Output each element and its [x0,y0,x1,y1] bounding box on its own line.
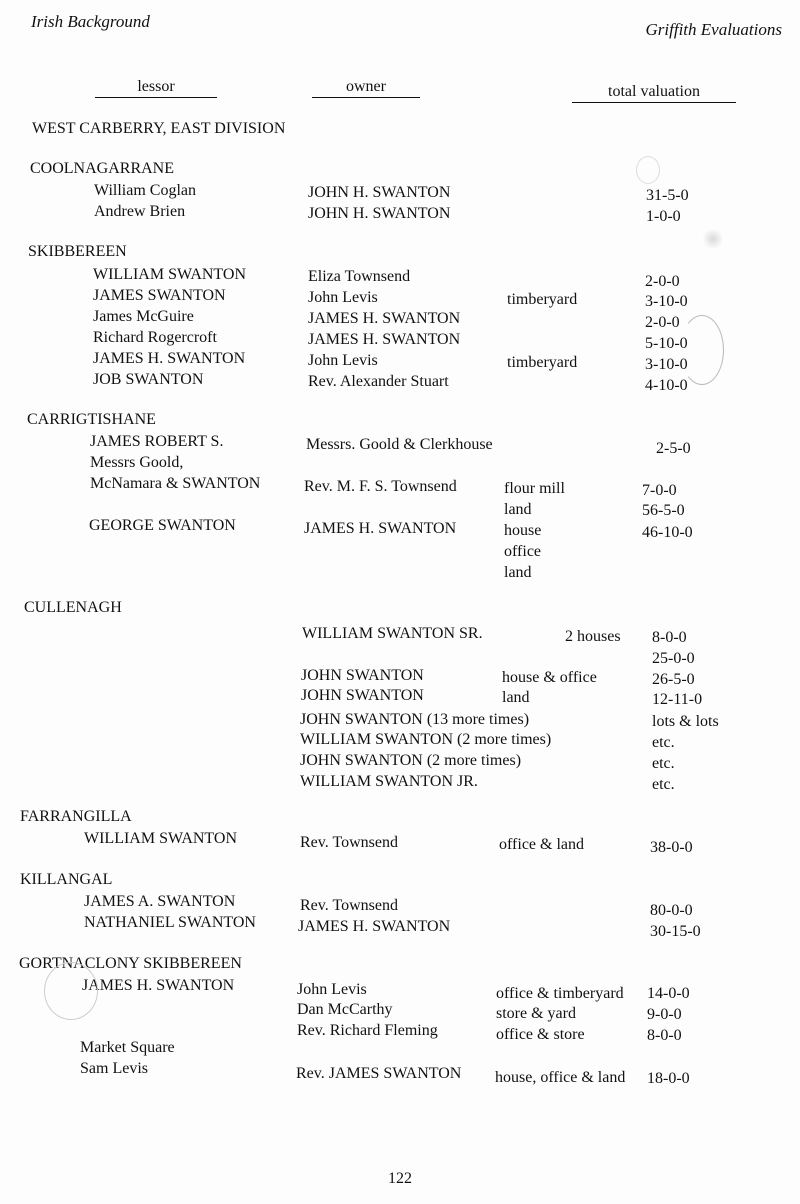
valuation-cell: 14-0-0 [647,985,690,1002]
valuation-cell: 8-0-0 [652,629,687,646]
pencil-circle-mark [636,156,660,184]
valuation-cell: 26-5-0 [652,671,695,688]
owner-cell: WILLIAM SWANTON (2 more times) [300,731,552,748]
valuation-cell: 18-0-0 [647,1070,690,1087]
lessor-cell: JAMES ROBERT S. [90,433,224,450]
smudge-mark [702,229,724,249]
lessor-cell: Richard Rogercroft [93,329,217,346]
lessor-cell: McNamara & SWANTON [90,475,261,492]
column-header-lessor: lessor [95,78,217,98]
note-cell: house & office [502,669,597,686]
valuation-cell: 9-0-0 [647,1006,682,1023]
valuation-cell: 46-10-0 [642,524,693,541]
owner-cell: JOHN SWANTON (13 more times) [300,711,530,728]
owner-cell: JAMES H. SWANTON [304,520,457,537]
owner-cell: John Levis [308,289,378,306]
owner-cell: Rev. Alexander Stuart [308,373,449,390]
section-heading: GORTNACLONY SKIBBEREEN [19,955,242,972]
note-cell: office & timberyard [496,985,624,1002]
valuation-cell: 80-0-0 [650,902,693,919]
lessor-cell: William Coglan [94,182,197,199]
lessor-cell: JAMES H. SWANTON [93,350,246,367]
pencil-circle-mark [44,962,98,1020]
note-cell: timberyard [507,354,578,371]
running-header-right: Griffith Evaluations [645,20,782,39]
owner-cell: Rev. Townsend [300,834,398,851]
note-cell: land [502,689,530,706]
owner-cell: Rev. M. F. S. Townsend [304,478,457,495]
column-header-owner: owner [312,78,420,98]
valuation-cell: 8-0-0 [647,1027,682,1044]
owner-cell: Rev. Townsend [300,897,398,914]
owner-cell: JAMES H. SWANTON [308,331,461,348]
lessor-cell: WILLIAM SWANTON [93,266,247,283]
owner-cell: JOHN H. SWANTON [308,205,451,222]
lessor-cell: Market Square [80,1039,175,1056]
valuation-cell: 25-0-0 [652,650,695,667]
lessor-cell: JAMES H. SWANTON [82,977,235,994]
owner-cell: WILLIAM SWANTON SR. [302,625,483,642]
valuation-cell: lots & lots [652,713,719,730]
note-cell: store & yard [496,1005,576,1022]
lessor-cell: GEORGE SWANTON [89,517,236,534]
note-cell: land [504,564,532,581]
lessor-cell: JOB SWANTON [93,371,204,388]
column-header-valuation: total valuation [572,83,736,103]
lessor-cell: Andrew Brien [94,203,186,220]
note-cell: office & store [496,1026,585,1043]
owner-cell: JOHN SWANTON (2 more times) [300,752,522,769]
running-header-left: Irish Background [31,12,150,31]
owner-cell: Rev. JAMES SWANTON [296,1065,462,1082]
note-cell: 2 houses [565,628,621,645]
note-cell: timberyard [507,291,578,308]
owner-cell: John Levis [308,352,378,369]
owner-cell: JOHN H. SWANTON [308,184,451,201]
valuation-cell: 38-0-0 [650,839,693,856]
note-cell: land [504,501,532,518]
valuation-cell: 1-0-0 [646,208,681,225]
valuation-cell: 2-0-0 [645,273,680,290]
valuation-cell: 3-10-0 [645,356,688,373]
owner-cell: Eliza Townsend [308,268,411,285]
note-cell: office [504,543,542,560]
valuation-cell: 5-10-0 [645,335,688,352]
note-cell: office & land [499,836,585,853]
lessor-cell: Sam Levis [80,1060,148,1077]
valuation-cell: etc. [652,776,675,793]
owner-cell: John Levis [297,981,367,998]
valuation-cell: 4-10-0 [645,377,688,394]
valuation-cell: 2-0-0 [645,314,680,331]
owner-cell: JAMES H. SWANTON [308,310,461,327]
valuation-cell: 56-5-0 [642,502,685,519]
note-cell: house [504,522,542,539]
owner-cell: WILLIAM SWANTON JR. [300,773,478,790]
section-heading: CARRIGTISHANE [27,411,156,428]
section-heading: KILLANGAL [20,871,113,888]
valuation-cell: 3-10-0 [645,293,688,310]
section-heading: FARRANGILLA [20,808,132,825]
owner-cell: Rev. Richard Fleming [297,1022,438,1039]
owner-cell: JAMES H. SWANTON [298,918,451,935]
lessor-cell: WILLIAM SWANTON [84,830,238,847]
valuation-cell: 12-11-0 [652,691,703,708]
valuation-cell: etc. [652,734,675,751]
lessor-cell: NATHANIEL SWANTON [84,914,256,931]
page-number: 122 [388,1170,412,1187]
pencil-circle-mark [680,315,724,385]
division-title: WEST CARBERRY, EAST DIVISION [32,120,286,137]
owner-cell: JOHN SWANTON [301,687,424,704]
lessor-cell: JAMES A. SWANTON [84,893,236,910]
section-heading: SKIBBEREEN [28,243,127,260]
lessor-cell: James McGuire [93,308,194,325]
valuation-cell: etc. [652,755,675,772]
lessor-cell: JAMES SWANTON [93,287,226,304]
note-cell: house, office & land [495,1069,626,1086]
valuation-cell: 7-0-0 [642,482,677,499]
valuation-cell: 31-5-0 [646,187,689,204]
section-heading: CULLENAGH [24,599,122,616]
owner-cell: JOHN SWANTON [301,667,424,684]
section-heading: COOLNAGARRANE [30,160,174,177]
owner-cell: Dan McCarthy [297,1001,393,1018]
valuation-cell: 30-15-0 [650,923,701,940]
note-cell: flour mill [504,480,565,497]
lessor-cell: Messrs Goold, [90,454,184,471]
owner-cell: Messrs. Goold & Clerkhouse [306,436,493,453]
valuation-cell: 2-5-0 [656,440,691,457]
